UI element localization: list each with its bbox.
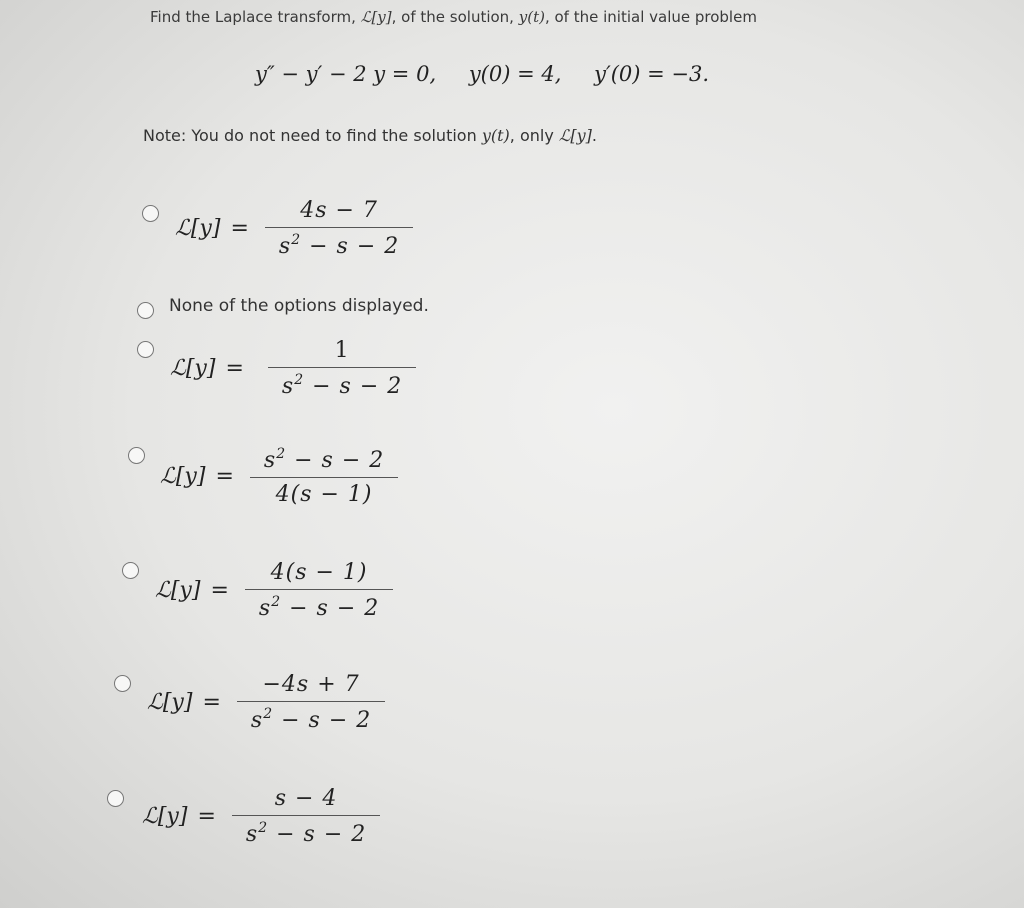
option-6[interactable]: ℒ[y] = $\frac{-4s + 7}{s^2 - s - 2}$	[147, 672, 385, 733]
option-3[interactable]: ℒ[y] = $\frac{1}{s^2 - s - 2}$	[170, 338, 416, 399]
option-5-fraction: $\frac{4(s - 1)}{s^2 - s - 2}$	[245, 560, 393, 621]
option-6-fraction: $\frac{-4s + 7}{s^2 - s - 2}$	[237, 672, 385, 733]
y-of-t: y(t)	[518, 8, 545, 26]
option-4-fraction: $\frac{s^2 - s - 2}{4(s - 1)}$	[250, 446, 398, 507]
ode: y″ − y′ − 2 y = 0,	[255, 62, 437, 86]
initial-condition-2: y′(0) = −3.	[594, 62, 710, 86]
option-1-radio[interactable]	[142, 205, 159, 222]
option-5-radio[interactable]	[122, 562, 139, 579]
option-7[interactable]: ℒ[y] = $\frac{s - 4}{s^2 - s - 2}$	[142, 786, 380, 847]
option-6-radio[interactable]	[114, 675, 131, 692]
option-5[interactable]: ℒ[y] = $\frac{4(s - 1)}{s^2 - s - 2}$	[155, 560, 393, 621]
option-2-radio[interactable]	[137, 302, 154, 319]
ivp-equation	[255, 62, 709, 86]
option-4-radio[interactable]	[128, 447, 145, 464]
initial-condition-1: y(0) = 4,	[468, 62, 562, 86]
laplace-symbol: ℒ[y]	[360, 8, 392, 26]
option-7-fraction: $\frac{s - 4}{s^2 - s - 2}$	[232, 786, 380, 847]
option-7-radio[interactable]	[107, 790, 124, 807]
note-text: Note: You do not need to find the solution y(t), only ℒ[y].	[143, 126, 598, 145]
option-3-radio[interactable]	[137, 341, 154, 358]
question-text: Find the Laplace transform, ℒ[y], of the solution, y(t), of the initial value problem	[150, 8, 757, 26]
y-of-t: y(t)	[481, 126, 510, 145]
option-1-fraction: $\frac{4s - 7}{s^2 - s - 2}$	[265, 198, 413, 259]
laplace-symbol: ℒ[y]	[558, 126, 592, 145]
option-2-label[interactable]: None of the options displayed.	[169, 296, 429, 316]
option-3-fraction: $\frac{1}{s^2 - s - 2}$	[268, 338, 416, 399]
option-1[interactable]: ℒ[y] = $\frac{4s - 7}{s^2 - s - 2}$	[175, 198, 413, 259]
option-4[interactable]: ℒ[y] = $\frac{s^2 - s - 2}{4(s - 1)}$	[160, 446, 398, 507]
